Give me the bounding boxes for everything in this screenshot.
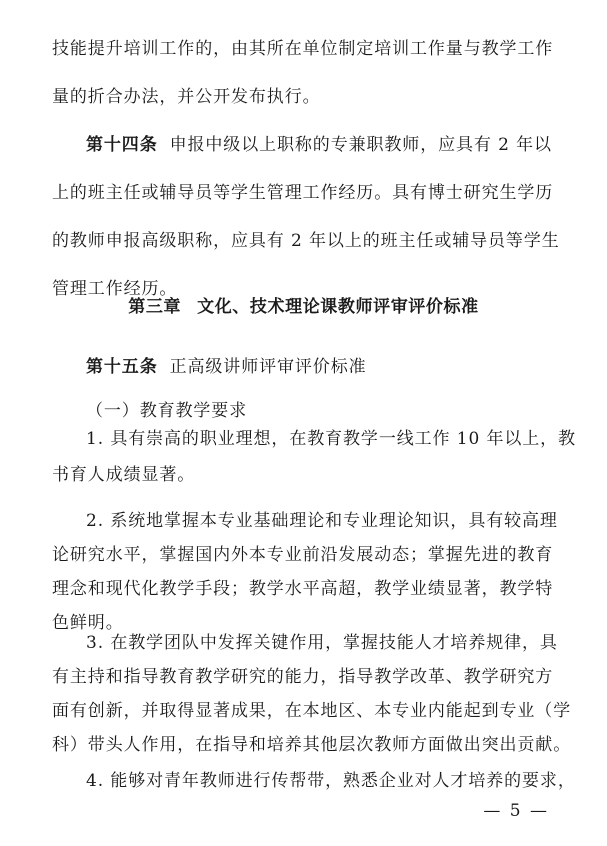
article-14-first-line [86, 134, 552, 156]
page-number: — 5 — [483, 801, 549, 821]
paragraph-line: 管理工作经历。 [52, 279, 178, 299]
paragraph-line: 理念和现代化教学手段；教学水平高超，教学业绩显著，教学特 [52, 579, 554, 599]
paragraph-line: 有主持和指导教育教学研究的能力，指导教学改革、教学研究方 [52, 667, 554, 687]
paragraph-line: 书育人成绩显著。 [52, 465, 196, 485]
chapter-title: 文化、技术理论课教师评审评价标准 [197, 297, 479, 317]
paragraph-line: 量的折合办法，并公开发布执行。 [52, 87, 321, 107]
paragraph-line: 2. 系统地掌握本专业基础理论和专业理论知识，具有较高理 [86, 511, 558, 531]
article-14-label: 第十四条 [86, 135, 158, 155]
paragraph-line: 上的班主任或辅导员等学生管理工作经历。具有博士研究生学历 [52, 183, 554, 203]
paragraph-line: 3. 在教学团队中发挥关键作用，掌握技能人才培养规律，具 [86, 633, 558, 653]
paragraph-line: 技能提升培训工作的，由其所在单位制定培训工作量与教学工作 [52, 39, 554, 59]
paragraph-line: 申报中级以上职称的专兼职教师，应具有 2 年以 [169, 135, 552, 155]
article-15-label: 第十五条 [86, 357, 158, 377]
article-15-line [86, 356, 367, 378]
paragraph-line: 1. 具有崇高的职业理想，在教育教学一线工作 10 年以上，教 [86, 429, 576, 449]
paragraph-line: 色鲜明。 [52, 613, 124, 633]
paragraph-line: 科）带头人作用，在指导和培养其他层次教师方面做出突出贡献。 [52, 735, 572, 755]
article-15-text: 正高级讲师评审评价标准 [169, 357, 367, 377]
paragraph-line: 面有创新，并取得显著成果，在本地区、本专业内能起到专业（学 [52, 701, 572, 721]
section-heading: （一）教育教学要求 [86, 401, 248, 421]
chapter-heading [0, 296, 607, 318]
paragraph-line: 4. 能够对青年教师进行传帮带，熟悉企业对人才培养的要求， [86, 771, 576, 791]
chapter-number: 第三章 [128, 297, 182, 317]
paragraph-line: 的教师申报高级职称，应具有 2 年以上的班主任或辅导员等学生 [52, 231, 560, 251]
paragraph-line: 论研究水平，掌握国内外本专业前沿发展动态；掌握先进的教育 [52, 545, 554, 565]
